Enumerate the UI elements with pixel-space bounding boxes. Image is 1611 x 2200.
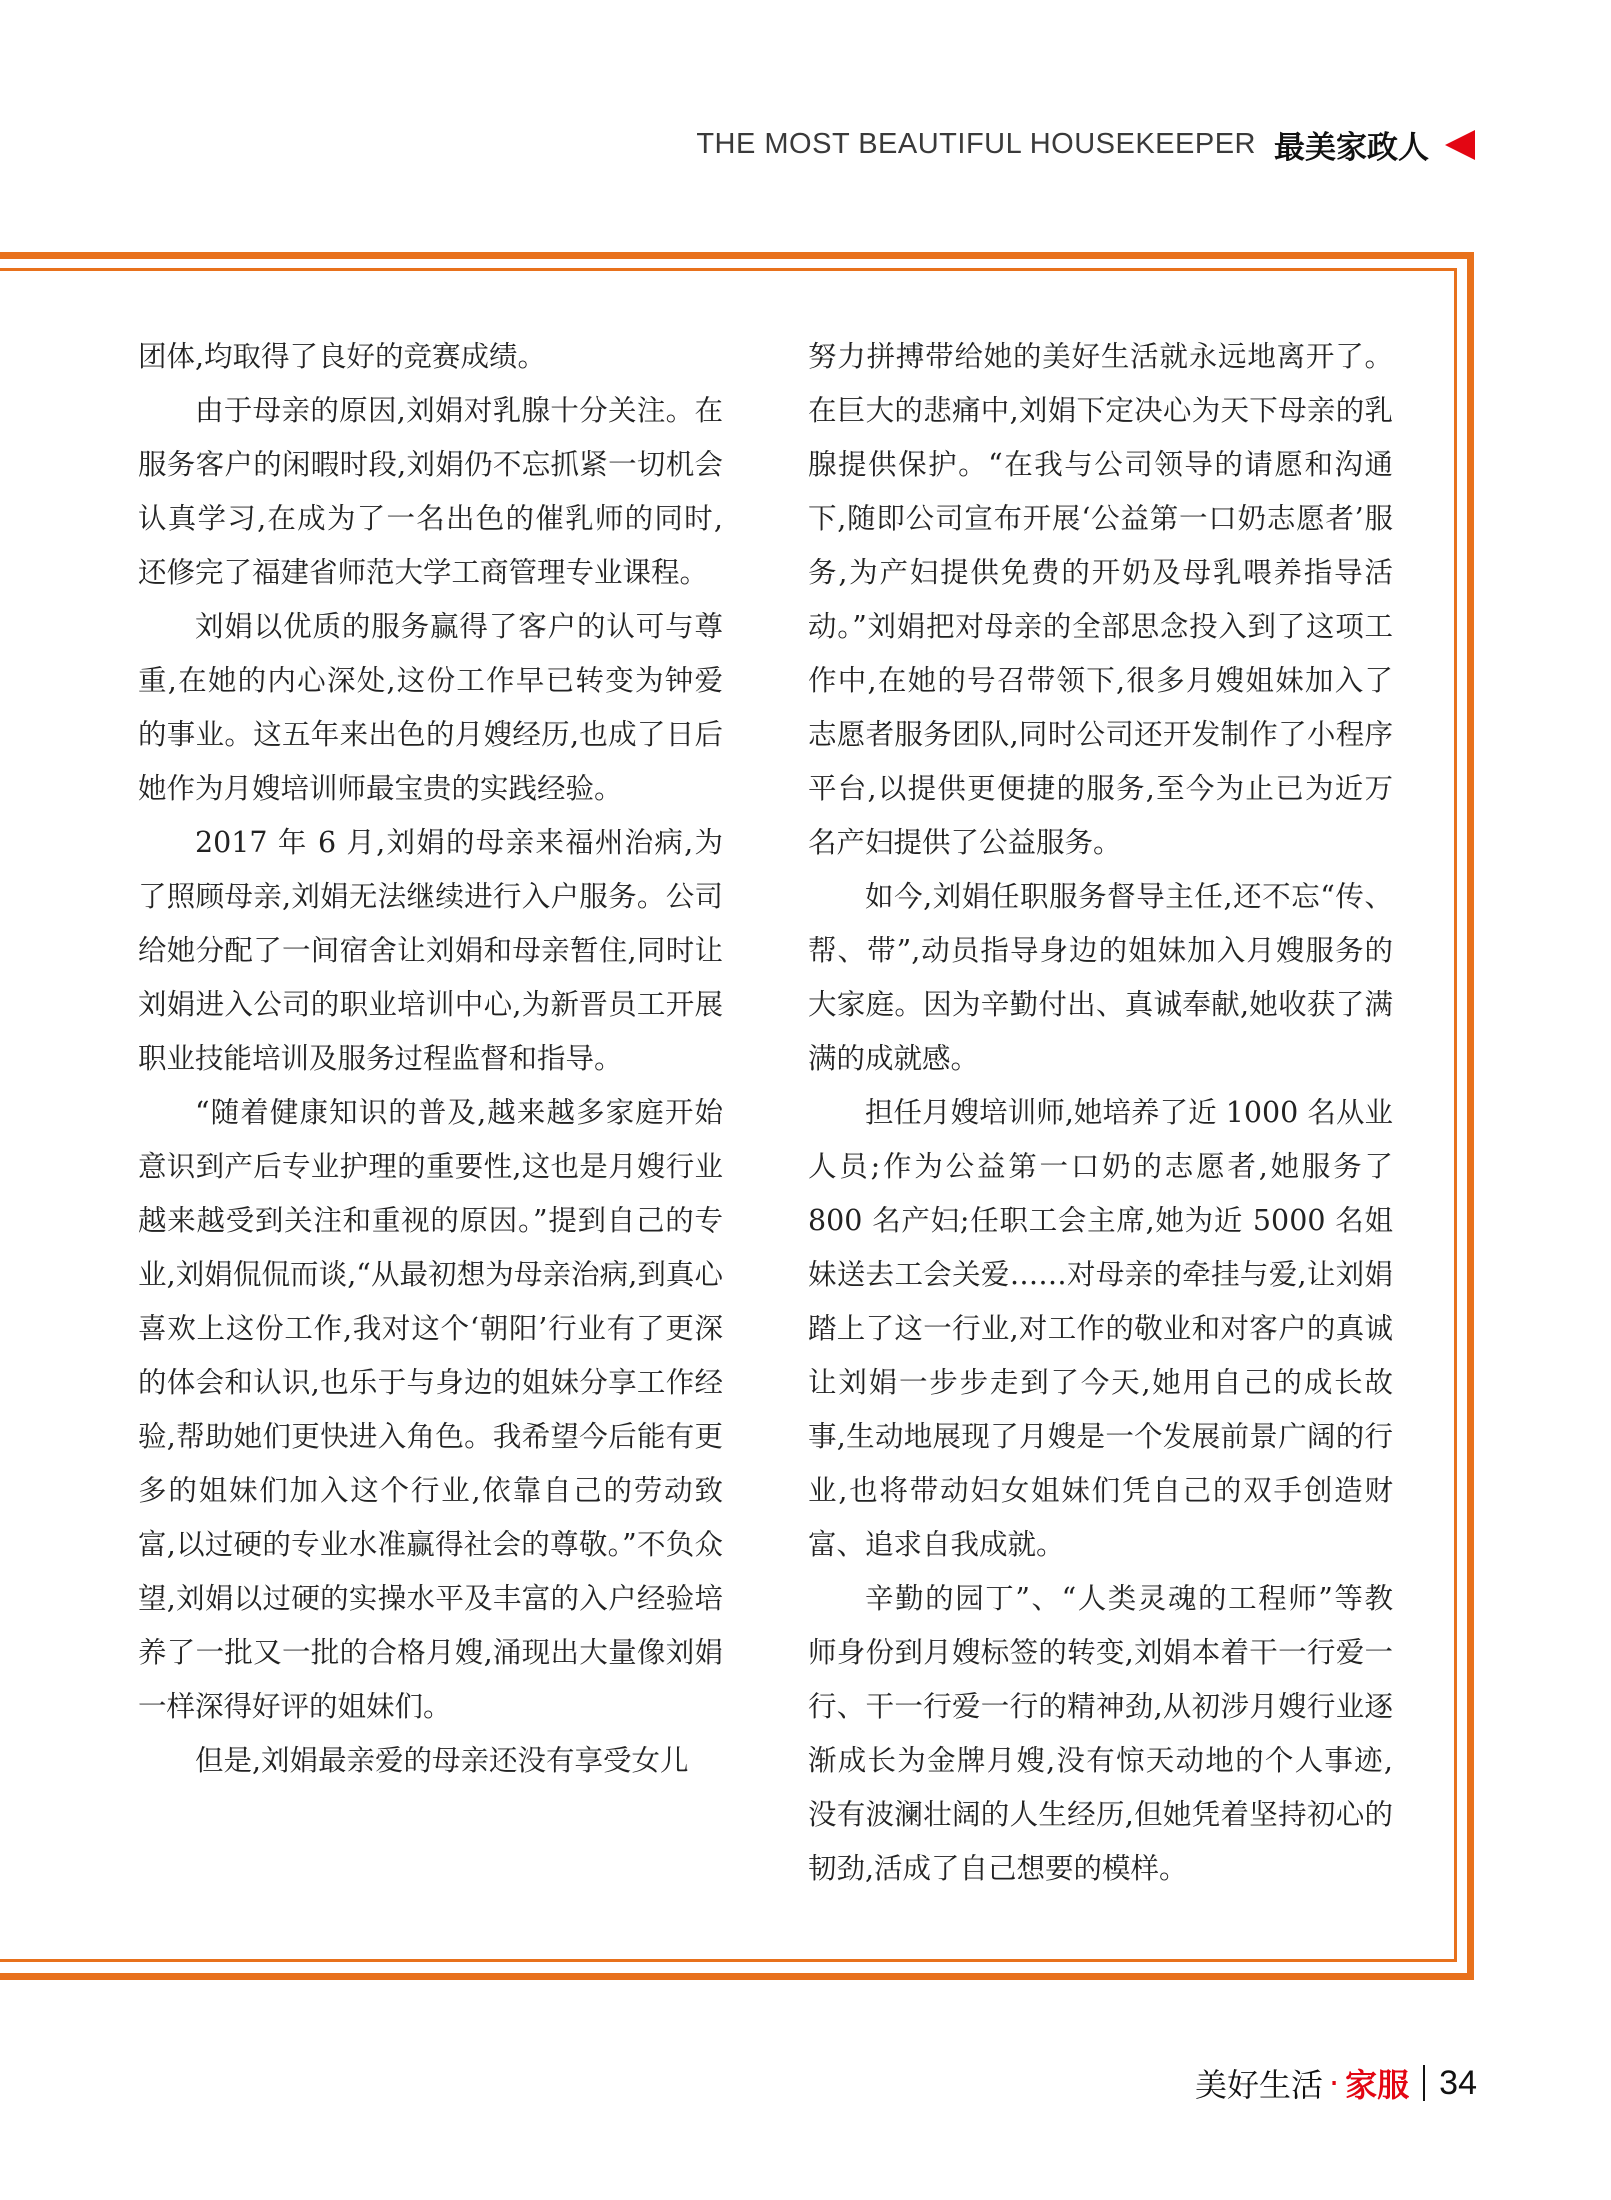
paragraph: 刘娟以优质的服务赢得了客户的认可与尊重,在她的内心深处,这份工作早已转变为钟爱的事业。这五年来出色的月嫂经历,也成了日后她作为月嫂培训师最宝贵的实践经验。	[138, 610, 723, 805]
paragraph: 辛勤的园丁”、“人类灵魂的工程师”等教师身份到月嫂标签的转变,刘娟本着干一行爱一行、干一行爱一行的精神劲,从初涉月嫂行业逐渐成长为金牌月嫂,没有惊天动地的个人事迹,没有波澜壮阔的人生经历,但她凭着坚持初心的韧劲,活成了自己想要的模样。	[808, 1582, 1393, 1885]
footer-section-name: 家服	[1345, 2066, 1410, 2104]
paragraph: 努力拼搏带给她的美好生活就永远地离开了。在巨大的悲痛中,刘娟下定决心为天下母亲的乳腺提供保护。“在我与公司领导的请愿和沟通下,随即公司宣布开展‘公益第一口奶志愿者’服务,为产妇提供免费的开奶及母乳喂养指导活动。”刘娟把对母亲的全部思念投入到了这项工作中,在她的号召带领下,很多月嫂姐妹加入了志愿者服务团队,同时公司还开发制作了小程序平台,以提供更便捷的服务,至今为止已为近万名产妇提供了公益服务。	[808, 340, 1393, 859]
footer-magazine-name: 美好生活	[1194, 2066, 1323, 2104]
paragraph: 团体,均取得了良好的竞赛成绩。	[138, 340, 547, 373]
text-column-left	[138, 330, 723, 1788]
page-footer	[1195, 2060, 1477, 2106]
header-title-en: THE MOST BEAUTIFUL HOUSEKEEPER	[696, 128, 1256, 160]
page-header	[696, 122, 1475, 167]
page-number: 34	[1439, 2063, 1477, 2102]
header-title-zh: 最美家政人	[1274, 130, 1429, 166]
paragraph: 由于母亲的原因,刘娟对乳腺十分关注。在服务客户的闲暇时段,刘娟仍不忘抓紧一切机会认真学习,在成为了一名出色的催乳师的同时,还修完了福建省师范大学工商管理专业课程。	[138, 394, 723, 589]
footer-separator-dot: ·	[1328, 2064, 1340, 2102]
footer-divider	[1423, 2065, 1425, 2101]
paragraph: 2017 年 6 月,刘娟的母亲来福州治病,为了照顾母亲,刘娟无法继续进行入户服务。公司给她分配了一间宿舍让刘娟和母亲暂住,同时让刘娟进入公司的职业培训中心,为新晋员工开展职业技能培训及服务过程监督和指导。	[138, 826, 723, 1075]
paragraph: 担任月嫂培训师,她培养了近 1000 名从业人员;作为公益第一口奶的志愿者,她服务了 800 名产妇;任职工会主席,她为近 5000 名姐妹送去工会关爱……对母亲的牵挂与爱,让刘娟踏上了这一行业,对工作的敬业和对客户的真诚让刘娟一步步走到了今天,她用自己的成长故事,生动地展现了月嫂是一个发展前景广阔的行业,也将带动妇女姐妹们凭自己的双手创造财富、追求自我成就。	[808, 1096, 1393, 1561]
text-column-right	[808, 330, 1393, 1896]
red-triangle-icon	[1445, 130, 1475, 160]
paragraph: 如今,刘娟任职服务督导主任,还不忘“传、帮、带”,动员指导身边的姐妹加入月嫂服务的大家庭。因为辛勤付出、真诚奉献,她收获了满满的成就感。	[808, 880, 1393, 1075]
paragraph: “随着健康知识的普及,越来越多家庭开始意识到产后专业护理的重要性,这也是月嫂行业越来越受到关注和重视的原因。”提到自己的专业,刘娟侃侃而谈,“从最初想为母亲治病,到真心喜欢上这份工作,我对这个‘朝阳’行业有了更深的体会和认识,也乐于与身边的姐妹分享工作经验,帮助她们更快进入角色。我希望今后能有更多的姐妹们加入这个行业,依靠自己的劳动致富,以过硬的专业水准赢得社会的尊敬。”不负众望,刘娟以过硬的实操水平及丰富的入户经验培养了一批又一批的合格月嫂,涌现出大量像刘娟一样深得好评的姐妹们。	[138, 1096, 723, 1723]
paragraph: 但是,刘娟最亲爱的母亲还没有享受女儿	[195, 1744, 689, 1777]
